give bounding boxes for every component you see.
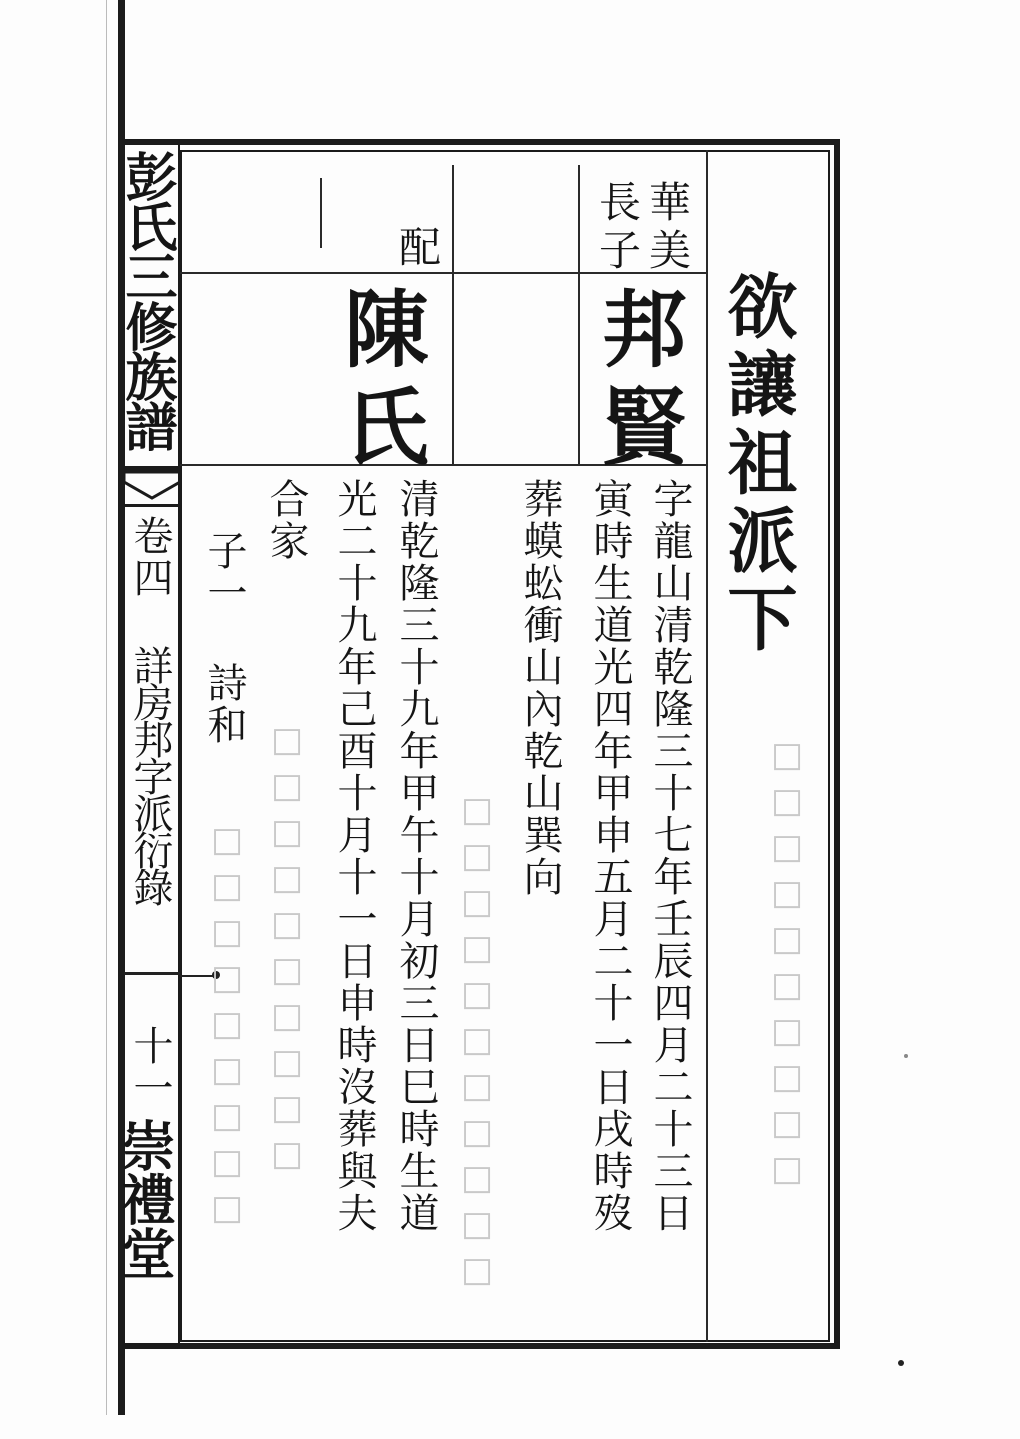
bleed-through-mark: □□□□□□□□□ (207, 820, 247, 1234)
person-rank-label: 長子 (593, 180, 642, 276)
fishtail-ornament-icon (124, 466, 180, 510)
binding-shadow (106, 0, 107, 1415)
column-divider-short (320, 178, 322, 248)
bleed-through-mark: □□□□□□□□□□ (267, 720, 307, 1180)
spouse-name: 陳氏 (331, 285, 430, 481)
spine-volume: 卷四 (127, 515, 173, 599)
bleed-through-mark: □□□□□□□□□□ (767, 735, 807, 1195)
spouse-label: 配 (393, 225, 442, 273)
column-divider-spouse (452, 165, 454, 465)
spine-section: 詳房邦字派衍錄 (127, 645, 173, 904)
spine-hall-name: 崇禮堂 (113, 1118, 177, 1280)
person-name: 邦賢 (589, 285, 688, 481)
spouse-children: 子一 (201, 530, 247, 614)
bleed-through-mark: □□□□□□□□□□□ (457, 790, 497, 1296)
ink-dot (904, 1054, 908, 1058)
spine-divider (178, 139, 180, 1349)
spouse-bio-line-1: 清乾隆三十九年甲午十月初三日巳時生道 (393, 478, 439, 1234)
person-bio-line-1: 字龍山清乾隆三十七年壬辰四月二十三日 (647, 478, 693, 1234)
spine-title: 彭氏三修族譜 (116, 150, 177, 450)
spine-page-number: 十一 (127, 1025, 173, 1109)
spouse-bio-line-3: 合家 (263, 478, 309, 562)
spine-tick (124, 972, 180, 975)
page-heading: 欲讓祖派下 (716, 270, 799, 660)
ink-dot (898, 1360, 904, 1366)
person-alt-name: 華美 (643, 180, 692, 276)
spouse-bio-line-2: 光二十九年己酉十月十一日申時沒葬與夫 (331, 478, 377, 1234)
spouse-child-name: 詩和 (201, 662, 247, 746)
person-bio-line-2: 寅時生道光四年甲申五月二十一日戌時歿 (587, 478, 633, 1234)
column-divider-heading (706, 150, 708, 1342)
person-bio-line-3: 葬蟆蚣衝山內乾山巽向 (517, 478, 563, 898)
column-divider-name (578, 165, 580, 465)
